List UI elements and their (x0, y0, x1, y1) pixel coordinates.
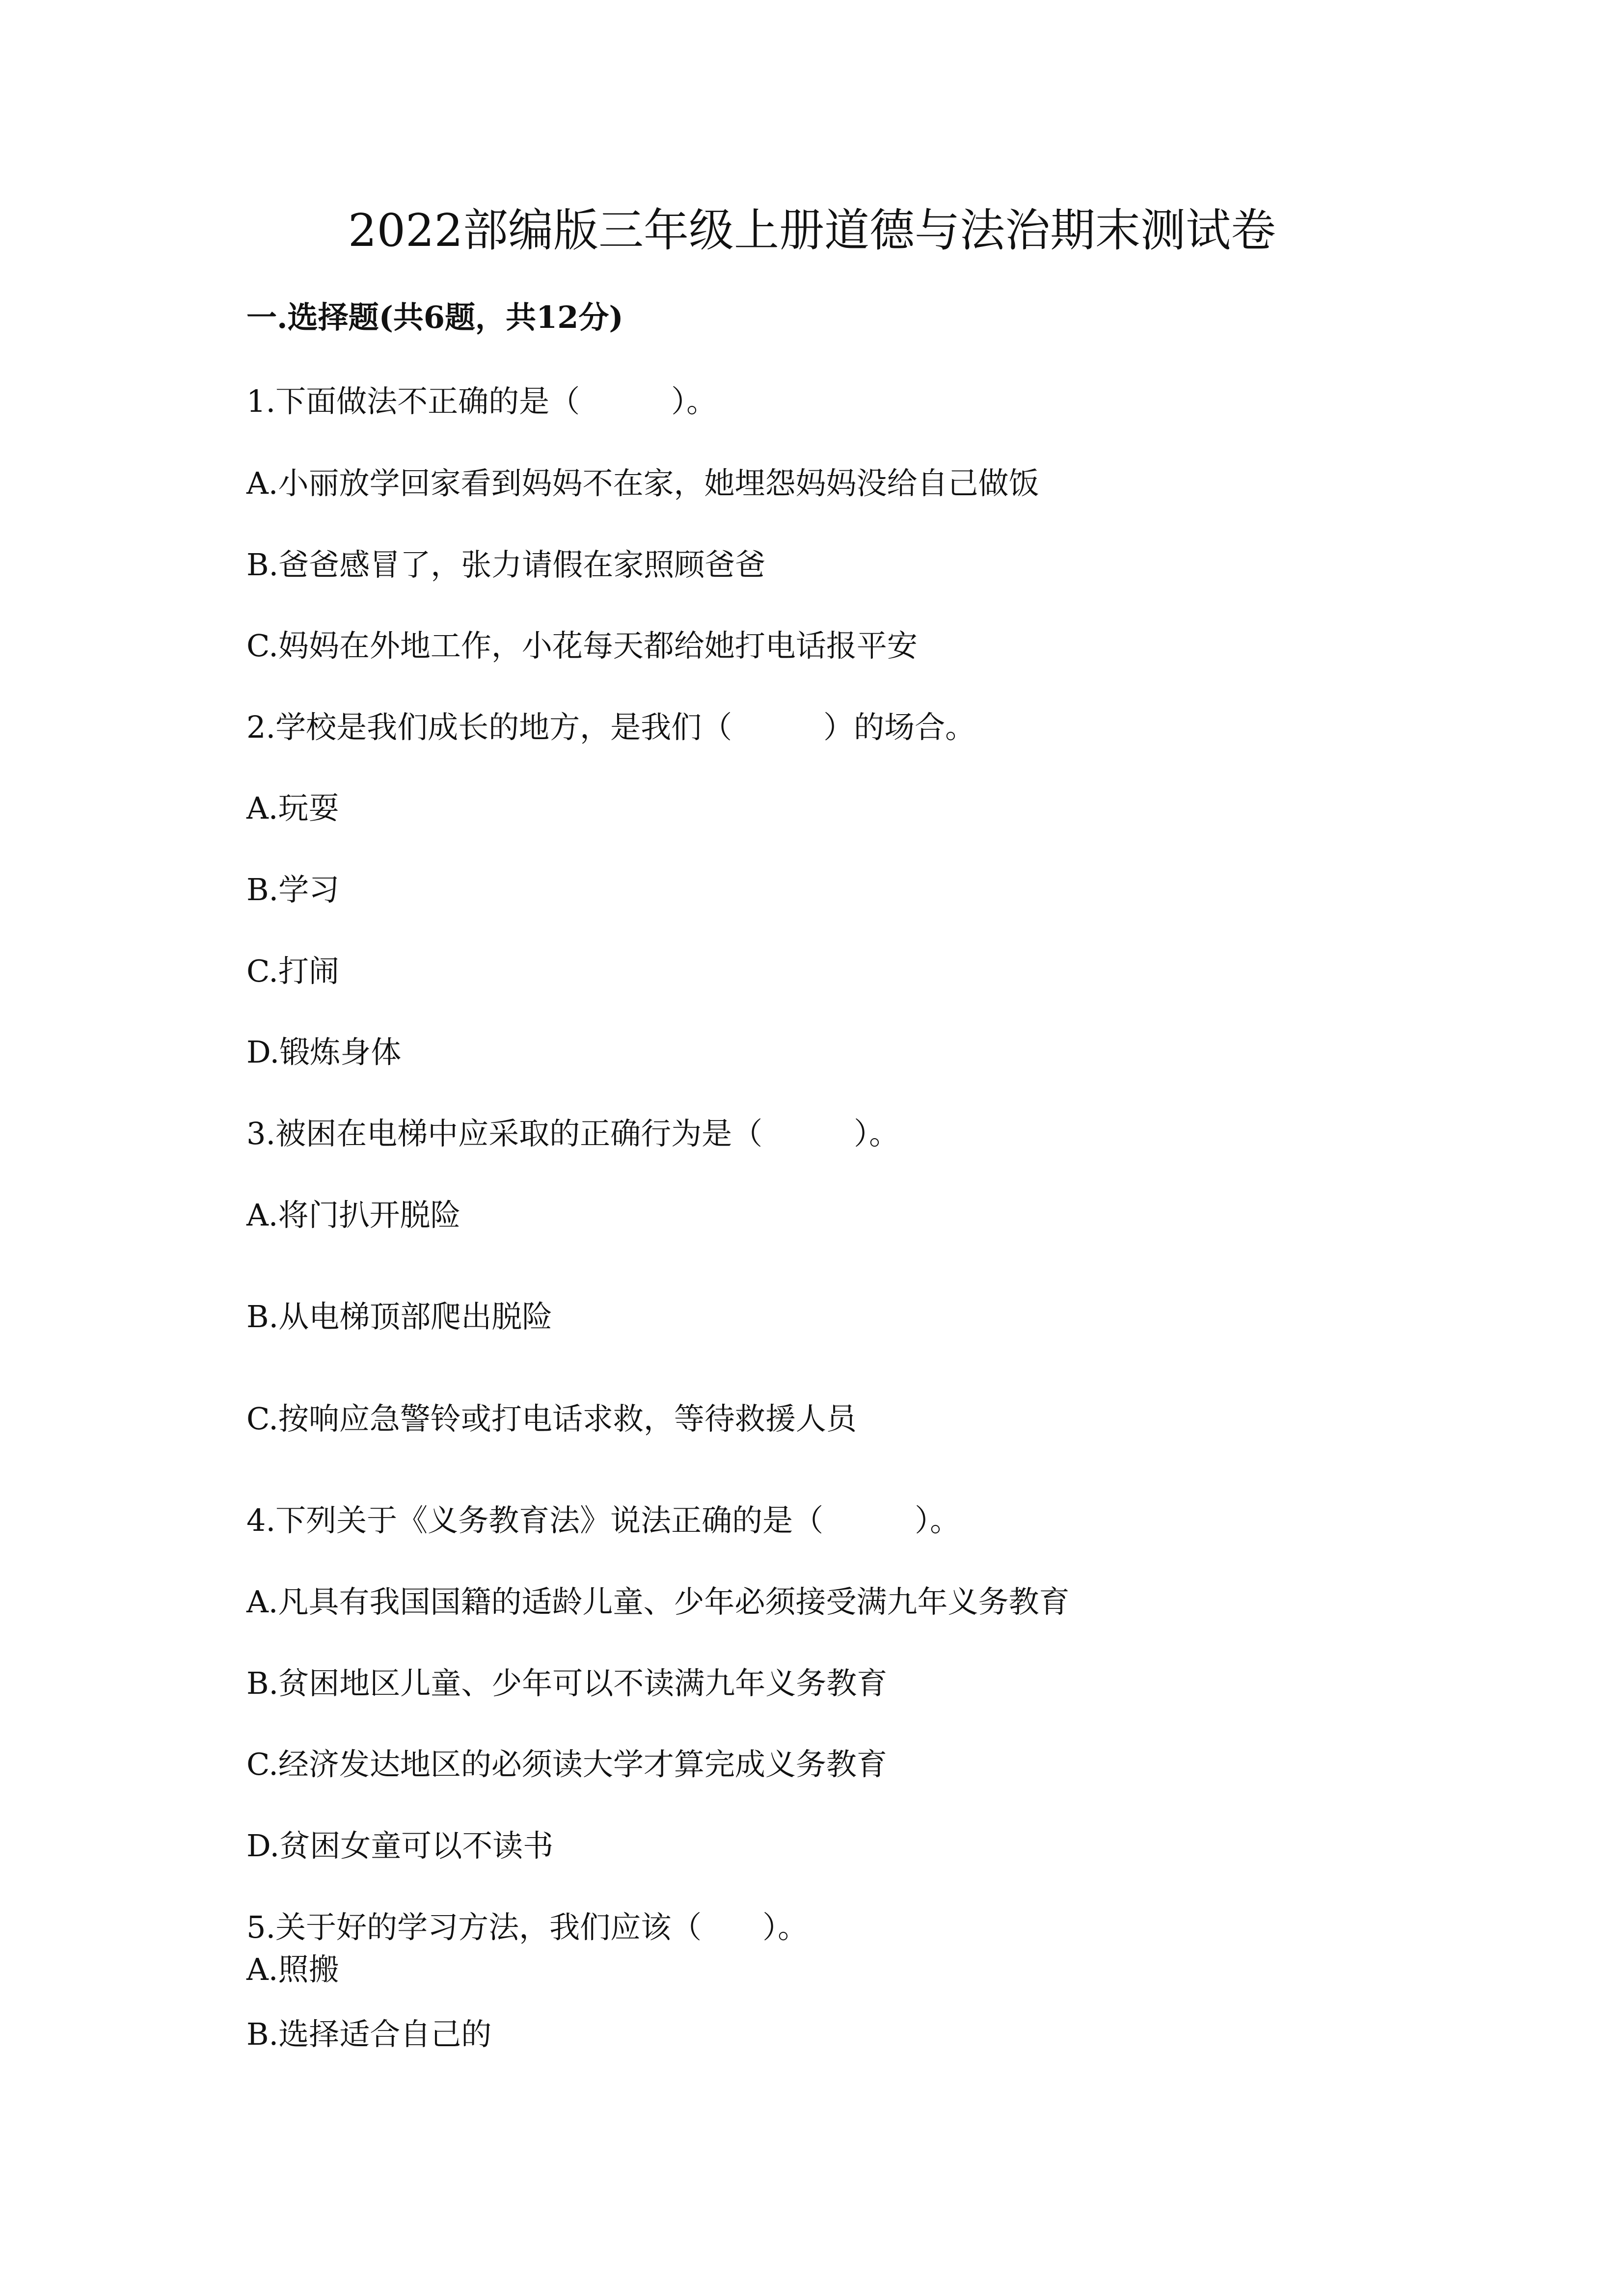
question-4-option-a: A.凡具有我国国籍的适龄儿童、少年必须接受满九年义务教育 (246, 1584, 1070, 1620)
question-1-option-c: C.妈妈在外地工作，小花每天都给她打电话报平安 (246, 628, 918, 664)
question-5-stem: 5.关于好的学习方法，我们应该（ ）。 (246, 1909, 809, 1945)
question-1-option-a: A.小丽放学回家看到妈妈不在家，她埋怨妈妈没给自己做饭 (246, 465, 1039, 501)
question-4-option-c: C.经济发达地区的必须读大学才算完成义务教育 (246, 1746, 887, 1782)
question-2-stem: 2.学校是我们成长的地方，是我们（ ）的场合。 (246, 709, 976, 745)
question-4-option-d: D.贫困女童可以不读书 (246, 1828, 554, 1864)
question-4-stem: 4.下列关于《义务教育法》说法正确的是（ ）。 (246, 1502, 961, 1538)
question-2-option-c: C.打闹 (246, 953, 339, 989)
question-3-option-a: A.将门扒开脱险 (246, 1197, 461, 1233)
question-1-option-b: B.爸爸感冒了，张力请假在家照顾爸爸 (246, 547, 766, 583)
question-4-option-b: B.贫困地区儿童、少年可以不读满九年义务教育 (246, 1665, 888, 1701)
question-1-stem: 1.下面做法不正确的是（ ）。 (246, 383, 717, 419)
question-3-option-b: B.从电梯顶部爬出脱险 (246, 1299, 553, 1335)
question-2-option-b: B.学习 (246, 872, 340, 908)
section-heading-multiple-choice: 一.选择题(共6题，共12分) (246, 299, 623, 335)
question-3-stem: 3.被困在电梯中应采取的正确行为是（ ）。 (246, 1116, 900, 1151)
question-5-option-b: B.选择适合自己的 (246, 2016, 492, 2052)
question-2-option-d: D.锻炼身体 (246, 1034, 402, 1070)
question-2-option-a: A.玩耍 (246, 790, 339, 826)
question-5-option-a: A.照搬 (246, 1951, 339, 1987)
question-3-option-c: C.按响应急警铃或打电话求救，等待救援人员 (246, 1401, 857, 1437)
exam-title: 2022部编版三年级上册道德与法治期末测试卷 (348, 204, 1276, 257)
